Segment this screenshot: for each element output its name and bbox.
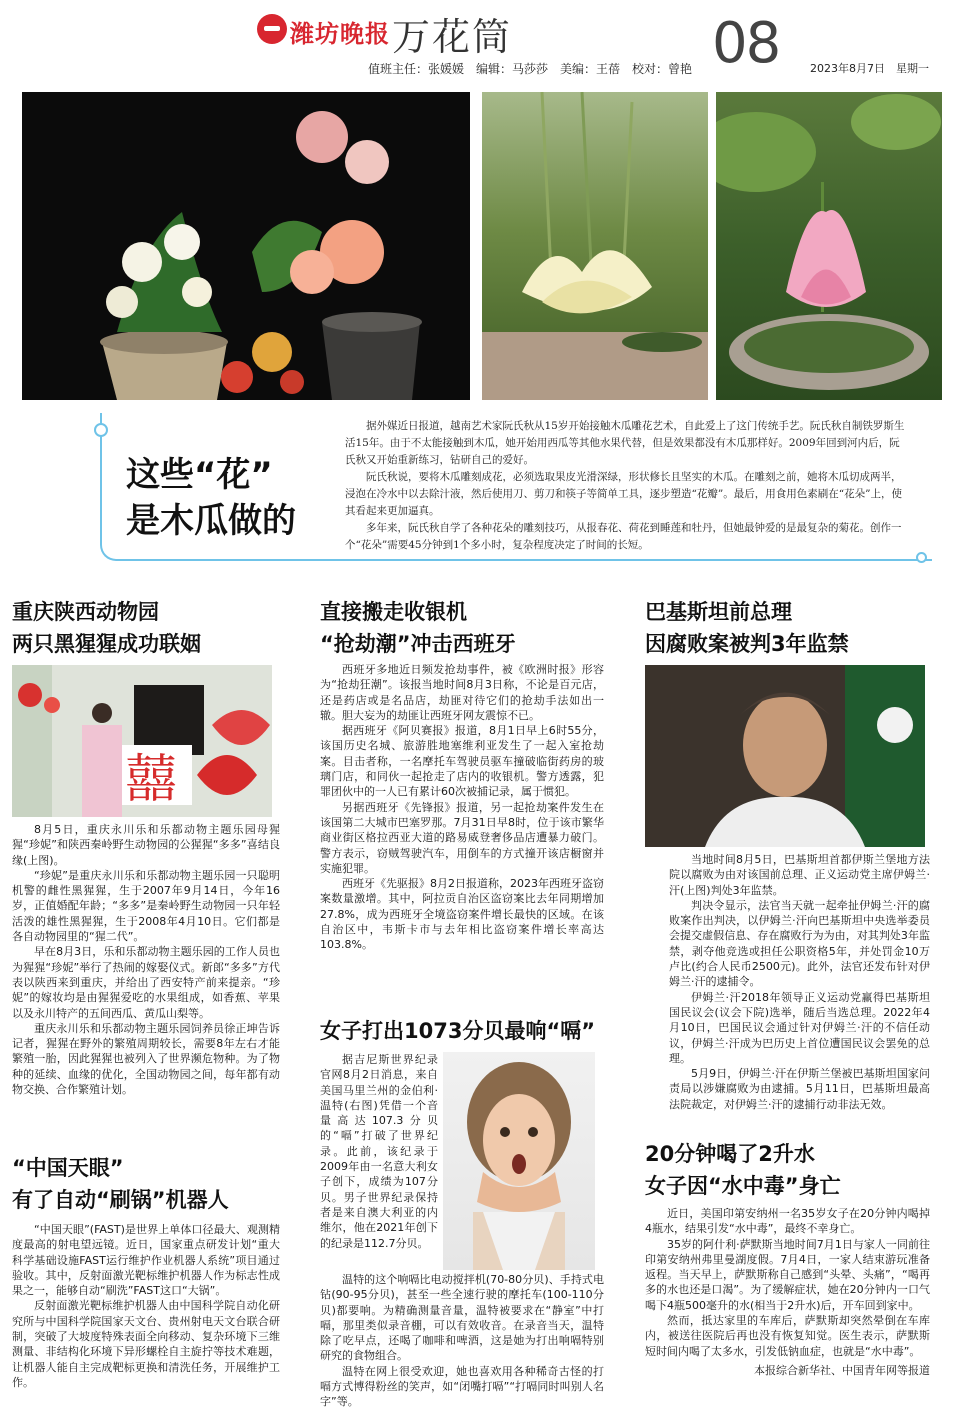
imran-khan-photo bbox=[645, 665, 925, 847]
fast-article-headline bbox=[12, 1152, 280, 1216]
fast-article-body bbox=[12, 1222, 280, 1390]
chimp-wedding-photo bbox=[12, 665, 272, 817]
burp-headline: 女子打出1073分贝最响“嗝” bbox=[320, 1019, 596, 1043]
feature-headline bbox=[126, 452, 296, 544]
water-article-headline bbox=[645, 1138, 930, 1202]
feature-paragraph: 多年来，阮氏秋自学了各种花朵的雕刻技巧，从报春花、荷花到睡莲和牡丹，但她最钟爱的是最复杂的菊花。创作一个“花朵”需要45分钟到1个多小时，复杂程度决定了时间的长短。 bbox=[345, 522, 902, 551]
pakistan-paragraph: 判决令显示，法官当天就一起牵扯伊姆兰·汗的腐败案作出判决，以伊姆兰·汗向巴基斯坦中央选举委员会提交虚假信息、存在腐败行为为由，对其判处3年监禁，剥夺他竞选或担任公职资格5年，并处罚金10万卢比(约合人民币2500元)。此外，法官还发布针对伊姆兰·汗的逮捕令。 bbox=[669, 898, 930, 989]
chimp-paragraph: 8月5日，重庆永川乐和乐都动物主题乐园母猩猩“珍妮”和陕西秦岭野生动物园的公猩猩“多多”喜结良缘(上图)。 bbox=[12, 823, 280, 867]
burping-woman-photo bbox=[443, 1052, 595, 1270]
spain-article-headline bbox=[320, 596, 604, 660]
page-number: 08 bbox=[712, 11, 780, 76]
spain-headline-line1: 直接搬走收银机 bbox=[320, 600, 467, 624]
newspaper-logo-icon bbox=[257, 14, 287, 44]
burp-paragraph: 温特在网上很受欢迎，她也喜欢用各种稀奇古怪的打嗝方式博得粉丝的笑声，如“闭嘴打嗝”“打嗝同时叫别人名字”等。 bbox=[320, 1364, 604, 1409]
spain-paragraph: 西班牙《先驱报》8月2日报道称，2023年西班牙盗窃案数量激增。其中，阿拉贡自治区盗窃案比去年同期增加27.8%，成为西班牙全境盗窃案件增长最快的区域。在该自治区中，韦斯卡市与去年相比盗窃案件增长率高达103.8%。 bbox=[320, 877, 604, 952]
double-happiness-sign: 囍 bbox=[125, 750, 178, 810]
chimp-article-headline bbox=[12, 596, 280, 660]
source-credit: 本报综合新华社、中国青年网等报道 bbox=[754, 1363, 930, 1377]
paper-name: 潍坊晚报 bbox=[290, 20, 390, 48]
pakistan-paragraph: 伊姆兰·汗2018年领导正义运动党赢得巴基斯坦国民议会(议会下院)选举，随后当选总理。2022年4月10日，巴国民议会通过针对伊姆兰·汗的不信任动议，伊姆兰·汗成为巴历史上首位遭国民议会罢免的总理。 bbox=[669, 990, 930, 1065]
burp-paragraph: 据吉尼斯世界纪录官网8月2日消息，来自美国马里兰州的金伯利·温特(右图)凭借一个音量高达107.3分贝的“嗝”打破了世界纪录。此前，该纪录于2009年由一名意大利女子创下，成绩为107分贝。男子世界纪录保持者是来自澳大利亚的内维尔，他在2021年创下的纪录是112.7分贝。 bbox=[320, 1053, 438, 1250]
burp-article-headline bbox=[320, 1015, 604, 1047]
fast-headline-line1: “中国天眼” bbox=[12, 1156, 124, 1180]
papaya-water-lily-photo bbox=[482, 92, 708, 400]
burp-article-body-narrow bbox=[320, 1052, 438, 1251]
chimp-paragraph: 重庆永川乐和乐都动物主题乐园饲养员徐正坤告诉记者，猩猩在野外的繁殖周期较长，需要8年左右才能繁殖一胎，因此猩猩也被列入了世界濒危物种。为了物种的延续、血缘的优化，全国动物园之间，每年都有动物交换、合作繁殖计划。 bbox=[12, 1021, 280, 1097]
masthead bbox=[0, 0, 955, 82]
pakistan-article-headline bbox=[645, 596, 930, 660]
pakistan-headline-line2: 因腐败案被判3年监禁 bbox=[645, 632, 849, 656]
callout-end-dot bbox=[916, 552, 927, 563]
feature-paragraph: 据外媒近日报道，越南艺术家阮氏秋从15岁开始接触木瓜雕花艺术，自此爱上了这门传统手艺。阮氏秋自制铁罗斯生活15年。由于不太能接触到木瓜，她开始用西瓜等其他水果代替，但是效果都没有木瓜那样好。2009年回到河内后，阮氏秋又开始重新练习，钻研自己的爱好。 bbox=[345, 420, 905, 466]
spain-article-body bbox=[320, 662, 604, 953]
burp-paragraph: 温特的这个响嗝比电动搅拌机(70-80分贝)、手持式电钻(90-95分贝)，甚至一些全速行驶的摩托车(100-110分贝)都要响。为精确测量音量，温特被要求在“静室”中打嗝，那里类似录音棚，可以有效收音。在录音当天，温特除了吃早点，还喝了咖啡和啤酒，这是她为打出响嗝特别研究的食物组合。 bbox=[320, 1273, 604, 1363]
pakistan-headline-line1: 巴基斯坦前总理 bbox=[645, 600, 792, 624]
water-article-body bbox=[645, 1206, 930, 1378]
chimp-article-body bbox=[12, 822, 280, 1097]
water-paragraph: 35岁的阿什利·萨默斯当地时间7月1日与家人一同前往印第安纳州弗里曼湖度假。7月4日，一家人结束游玩准备返程。当天早上，萨默斯称自己感到“头晕、头痛”，“喝再多的水也还是口渴”。为了缓解症状，她在20分钟内一口气喝下4瓶500毫升的水(相当于2升水)后，开车回到家中。 bbox=[645, 1237, 930, 1312]
chimp-paragraph: 早在8月3日，乐和乐都动物主题乐园的工作人员也为猩猩“珍妮”举行了热闹的嫁娶仪式。新郎“多多”方代表以陕西来到重庆，并给出了西安特产前来提亲。“珍妮”的嫁妆均是由猩猩爱吃的水果组成，如香蕉、苹果以及永川特产的五间西瓜、黄瓜山梨等。 bbox=[12, 945, 280, 1020]
feature-headline-line2: 是木瓜做的 bbox=[126, 501, 296, 541]
spain-paragraph: 另据西班牙《先锋报》报道，另一起抢劫案件发生在该国第二大城市巴塞罗那。7月31日早8时，位于该市繁华商业街区格拉西亚大道的路易威登奢侈品店遭暴力破门。警方表示，窃贼驾驶汽车，用倒车的方式撞开该店橱窗并实施犯罪。 bbox=[320, 800, 604, 875]
chimp-headline-line2: 两只黑猩猩成功联姻 bbox=[12, 632, 201, 656]
water-paragraph: 近日，美国印第安纳州一名35岁女子在20分钟内喝掉4瓶水，结果引发“水中毒”，最终不幸身亡。 bbox=[645, 1207, 930, 1236]
pakistan-article-body bbox=[645, 852, 930, 1112]
section-title: 万花筒 bbox=[392, 15, 513, 59]
spain-headline-line2: “抢劫潮”冲击西班牙 bbox=[320, 632, 516, 656]
pakistan-paragraph: 5月9日，伊姆兰·汗在伊斯兰堡被巴基斯坦国家问责局以涉嫌腐败为由逮捕。5月11日，巴基斯坦最高法院裁定，对伊姆兰·汗的逮捕行动非法无效。 bbox=[669, 1067, 930, 1111]
feature-headline-line1: 这些“花” bbox=[126, 455, 273, 495]
water-paragraph: 然而，抵达家里的车库后，萨默斯却突然晕倒在车库内，被送往医院后再也没有恢复知觉。医生表示，萨默斯短时间内喝了太多水，引发低钠血症，也就是“水中毒”。 bbox=[645, 1314, 930, 1358]
burp-article-body bbox=[320, 1272, 604, 1410]
pakistan-paragraph: 当地时间8月5日，巴基斯坦首都伊斯兰堡地方法院以腐败为由对该国前总理、正义运动党主席伊姆兰·汗(上图)判处3年监禁。 bbox=[669, 853, 930, 897]
staff-credits: 值班主任：张媛媛 编辑：马莎莎 美编：王蓓 校对：曾艳 bbox=[368, 62, 693, 76]
feature-paragraph: 阮氏秋说，要将木瓜雕刻成花，必须选取果皮光滑深绿，形状修长且坚实的木瓜。在雕刻之前，她将木瓜切成两半，浸泡在冷水中以去除汁液，然后使用刀、剪刀和筷子等简单工具，逐步塑造“花瓣”。最后，用食用色素刷在“花朵”上，使其看起来更加逼真。 bbox=[345, 471, 902, 517]
spain-paragraph: 西班牙多地近日频发抢劫事件，被《欧洲时报》形容为“抢劫狂潮”。该报当地时间8月3日称，不论是百元店，还是药店或是名品店，劫匪对待它们的抢劫手法如出一辙。胆大妄为的劫匪让西班牙网友震惊不已。 bbox=[320, 663, 604, 722]
fast-paragraph: “中国天眼”(FAST)是世界上单体口径最大、观测精度最高的射电望远镜。近日，国家重点研发计划“重大科学基础设施FAST运行维护作业机器人系统”项目通过验收。其中，反射面激光靶标维护机器人作为标志性成果之一，能够自动“刷洗”FAST这口“大锅”。 bbox=[12, 1223, 280, 1298]
papaya-lotus-photo bbox=[716, 92, 942, 400]
fast-paragraph: 反射面激光靶标维护机器人由中国科学院自动化研究所与中国科学院国家天文台、贵州射电天文台联合研制，突破了大坡度特殊表面全向移动、复杂环境下三维测量、非结构化环境下异形螺栓自主旋拧等技术难题，让机器人能自主完成靶标更换和清洗任务，开展维护工作。 bbox=[12, 1299, 280, 1389]
issue-date: 2023年8月7日 星期一 bbox=[810, 62, 929, 75]
chimp-headline-line1: 重庆陕西动物园 bbox=[12, 600, 159, 624]
papaya-flower-arrangement-photo bbox=[22, 92, 470, 400]
chimp-paragraph: “珍妮”是重庆永川乐和乐都动物主题乐园一只聪明机警的雌性黑猩猩，生于2007年9月14日，今年16岁，正值婚配年龄；“多多”是秦岭野生动物园一只年轻活泼的雄性黑猩猩，生于2008年4月10日。它们都是各自动物园里的“猩二代”。 bbox=[12, 868, 280, 944]
spain-paragraph: 据西班牙《阿贝赛报》报道，8月1日早上6时55分，该国历史名城、旅游胜地塞维利亚发生了一起入室抢劫案。目击者称，一名摩托车驾驶员驱车撞破临街药房的玻璃门店，和同伙一起抢走了店内的收银机。警方透露，犯罪团伙中的一人已有累计60次被捕记录，属于惯犯。 bbox=[320, 724, 604, 799]
water-headline-line1: 20分钟喝了2升水 bbox=[645, 1142, 815, 1166]
water-headline-line2: 女子因“水中毒”身亡 bbox=[645, 1174, 841, 1198]
feature-body bbox=[345, 418, 910, 554]
fast-headline-line2: 有了自动“刷锅”机器人 bbox=[12, 1188, 229, 1212]
